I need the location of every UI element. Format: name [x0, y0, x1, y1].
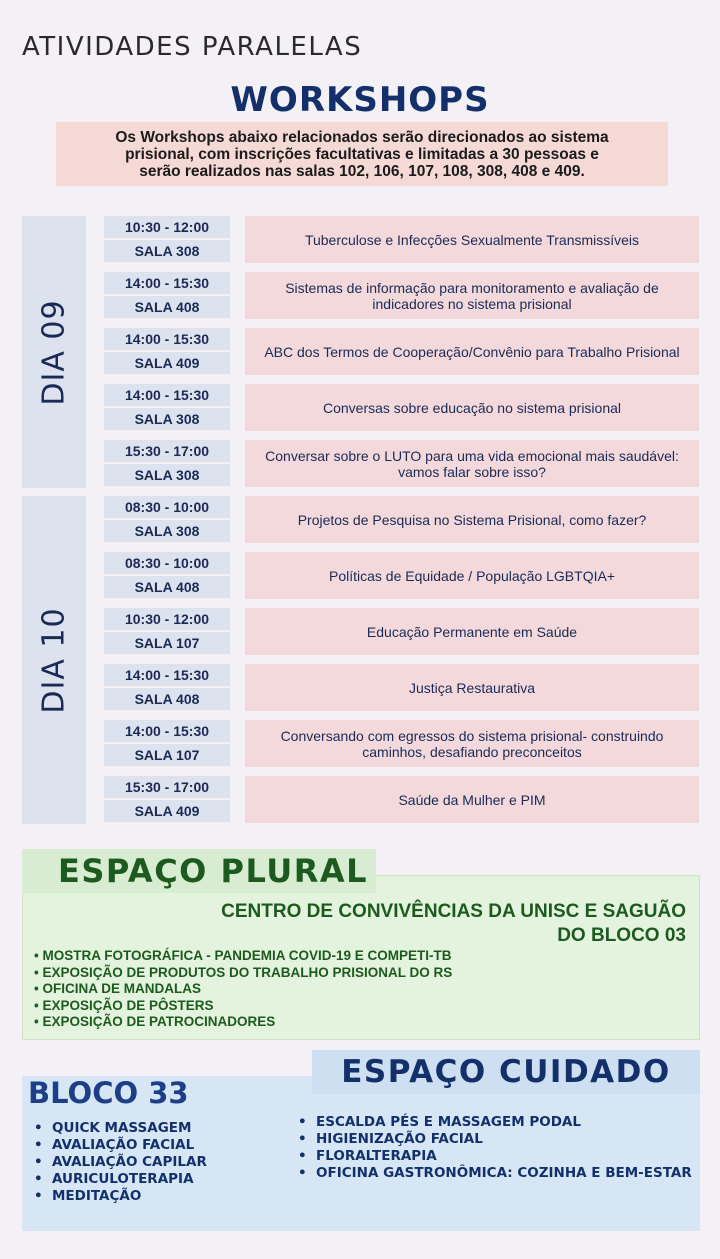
session-room: SALA 308: [104, 240, 230, 262]
list-item: • QUICK MASSAGEM: [34, 1120, 207, 1137]
espaco-plural-list: [34, 948, 452, 1031]
session-time: 15:30 - 17:00: [104, 440, 230, 462]
list-item: • AURICULOTERAPIA: [34, 1171, 207, 1188]
session-room: SALA 308: [104, 408, 230, 430]
session-topic: Políticas de Equidade / População LGBTQIA+: [245, 552, 699, 599]
session-time: 08:30 - 10:00: [104, 496, 230, 518]
session-room: SALA 107: [104, 744, 230, 766]
session-room: SALA 409: [104, 800, 230, 822]
session-room: SALA 409: [104, 352, 230, 374]
session-topic: Saúde da Mulher e PIM: [245, 776, 699, 823]
session-room: SALA 408: [104, 688, 230, 710]
list-item: • AVALIAÇÃO CAPILAR: [34, 1154, 207, 1171]
day-label: DIA 10: [36, 606, 72, 714]
session-topic: Educação Permanente em Saúde: [245, 608, 699, 655]
session-time: 14:00 - 15:30: [104, 720, 230, 742]
session-topic: Tuberculose e Infecções Sexualmente Transmissíveis: [245, 216, 699, 263]
session-room: SALA 408: [104, 296, 230, 318]
espaco-plural-title: ESPAÇO PLURAL: [58, 852, 368, 890]
session-room: SALA 408: [104, 576, 230, 598]
page-title: ATIVIDADES PARALELAS: [22, 32, 363, 62]
session-topic: Conversando com egressos do sistema prisional- construindo caminhos, desafiando preconceitos: [245, 720, 699, 767]
session-time: 10:30 - 12:00: [104, 608, 230, 630]
list-item: • ESCALDA PÉS E MASSAGEM PODAL: [298, 1114, 692, 1131]
workshops-title: WORKSHOPS: [230, 80, 490, 120]
session-topic: ABC dos Termos de Cooperação/Convênio para Trabalho Prisional: [245, 328, 699, 375]
list-item: • EXPOSIÇÃO DE PRODUTOS DO TRABALHO PRISIONAL DO RS: [34, 964, 453, 980]
session-topic: Projetos de Pesquisa no Sistema Prisional, como fazer?: [245, 496, 699, 543]
day-label: DIA 09: [36, 298, 72, 406]
session-room: SALA 308: [104, 464, 230, 486]
session-time: 14:00 - 15:30: [104, 328, 230, 350]
session-time: 14:00 - 15:30: [104, 664, 230, 686]
list-item: • HIGIENIZAÇÃO FACIAL: [298, 1131, 692, 1148]
session-time: 14:00 - 15:30: [104, 272, 230, 294]
list-item: • EXPOSIÇÃO DE PATROCINADORES: [34, 1014, 276, 1029]
bloco-33-list: [34, 1120, 207, 1205]
list-item: • MEDITAÇÃO: [34, 1188, 207, 1205]
session-room: SALA 107: [104, 632, 230, 654]
list-item: • OFICINA DE MANDALAS: [34, 981, 201, 996]
session-time: 14:00 - 15:30: [104, 384, 230, 406]
list-item: • OFICINA GASTRONÔMICA: COZINHA E BEM-ESTAR: [298, 1165, 692, 1182]
list-item: • MOSTRA FOTOGRÁFICA - PANDEMIA COVID-19 E COMPETI-TB: [34, 948, 452, 963]
session-topic: Conversas sobre educação no sistema prisional: [245, 384, 699, 431]
workshops-intro-box: [56, 122, 668, 186]
session-time: 15:30 - 17:00: [104, 776, 230, 798]
session-topic: Sistemas de informação para monitoramento e avaliação de indicadores no sistema prisional: [245, 272, 699, 319]
list-item: • FLORALTERAPIA: [298, 1148, 692, 1165]
session-topic: Conversar sobre o LUTO para uma vida emocional mais saudável: vamos falar sobre isso?: [245, 440, 699, 487]
session-topic: Justiça Restaurativa: [245, 664, 699, 711]
session-room: SALA 308: [104, 520, 230, 542]
espaco-cuidado-list: [298, 1114, 692, 1182]
day-band: [22, 216, 86, 488]
workshops-intro-text: Os Workshops abaixo relacionados serão direcionados ao sistema prisional, com inscrições facultativas e limitadas a 30 pessoas e serão realizados nas salas 102, 106, 107, 108, 308, 408 e 409.: [115, 128, 609, 180]
list-item: • EXPOSIÇÃO DE PÔSTERS: [34, 997, 214, 1013]
espaco-cuidado-title: ESPAÇO CUIDADO: [341, 1054, 671, 1090]
espaco-plural-location: CENTRO DE CONVIVÊNCIAS DA UNISC E SAGUÃO DO BLOCO 03: [221, 901, 686, 946]
day-band: [22, 496, 86, 824]
bloco-33-title: BLOCO 33: [28, 1076, 189, 1110]
session-time: 08:30 - 10:00: [104, 552, 230, 574]
session-time: 10:30 - 12:00: [104, 216, 230, 238]
list-item: • AVALIAÇÃO FACIAL: [34, 1137, 207, 1154]
